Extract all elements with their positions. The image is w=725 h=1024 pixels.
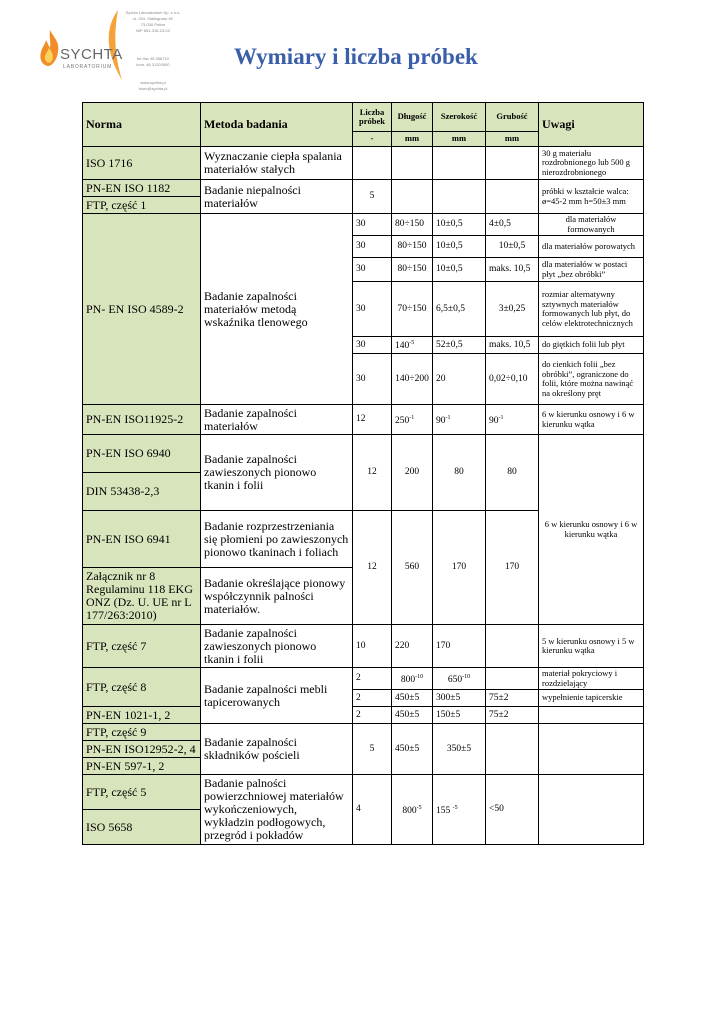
szerokosc-cell: $90^{-1}$ bbox=[433, 405, 486, 435]
grubosc-cell: maks. 10,5 bbox=[486, 258, 539, 282]
liczba-cell: 30 bbox=[353, 258, 392, 282]
szerokosc-cell: 10±0,5 bbox=[433, 258, 486, 282]
norma-cell: PN-EN ISO 6941 bbox=[83, 511, 201, 568]
grubosc-cell: $90^{-1}$ bbox=[486, 405, 539, 435]
dlugosc-cell: 80÷150 bbox=[392, 236, 433, 258]
header-dlugosc: Długość bbox=[392, 103, 433, 132]
uwagi-cell: 5 w kierunku osnowy i 5 w kierunku wątka bbox=[539, 625, 644, 668]
dlugosc-cell: 450±5 bbox=[392, 690, 433, 707]
grubosc-cell: 80 bbox=[486, 435, 539, 511]
header-row bbox=[83, 103, 644, 132]
norma-cell: DIN 53438-2,3 bbox=[83, 473, 201, 511]
table-row bbox=[83, 214, 644, 236]
liczba-cell: 2 bbox=[353, 668, 392, 690]
table-row bbox=[83, 180, 644, 197]
szerokosc-cell: $650^{-10}$ bbox=[433, 668, 486, 690]
szerokosc-cell: 350±5 bbox=[433, 724, 486, 775]
norma-cell: PN-EN ISO 6940 bbox=[83, 435, 201, 473]
table-row bbox=[83, 668, 644, 690]
header-uwagi: Uwagi bbox=[539, 103, 644, 147]
dlugosc-cell: 140÷200 bbox=[392, 354, 433, 405]
szerokosc-cell: 170 bbox=[433, 511, 486, 625]
szerokosc-cell: 10±0,5 bbox=[433, 236, 486, 258]
uwagi-cell bbox=[539, 707, 644, 724]
metoda-cell: Badanie palności powierzchniowej materiałów wykończeniowych, wykładzin podłogowych, przegród i pokładów bbox=[201, 775, 353, 845]
liczba-cell: 30 bbox=[353, 337, 392, 354]
unit-grubosc: mm bbox=[486, 132, 539, 147]
norma-cell: FTP, część 5 bbox=[83, 775, 201, 810]
grubosc-cell: 170 bbox=[486, 511, 539, 625]
web-block: www.sychta.pl biuro@sychta.pl bbox=[138, 80, 168, 91]
dlugosc-cell: 450±5 bbox=[392, 707, 433, 724]
grubosc-cell: 75±2 bbox=[486, 690, 539, 707]
metoda-cell: Badanie zapalności mebli tapicerowanych bbox=[201, 668, 353, 724]
metoda-cell: Wyznaczanie ciepła spalania materiałów stałych bbox=[201, 147, 353, 180]
dlugosc-cell: 80÷150 bbox=[392, 258, 433, 282]
header-metoda: Metoda badania bbox=[201, 103, 353, 147]
dlugosc-cell: $250^{-1}$ bbox=[392, 405, 433, 435]
dlugosc-cell: 80÷150 bbox=[392, 214, 433, 236]
grubosc-cell bbox=[486, 668, 539, 690]
metoda-cell: Badanie zapalności zawieszonych pionowo tkanin i folii bbox=[201, 625, 353, 668]
dlugosc-cell: $800^{-5}$ bbox=[392, 775, 433, 845]
liczba-cell: 30 bbox=[353, 282, 392, 337]
szerokosc-cell: 170 bbox=[433, 625, 486, 668]
uwagi-cell: do giętkich folii lub płyt bbox=[539, 337, 644, 354]
uwagi-cell: dla materiałów porowatych bbox=[539, 236, 644, 258]
liczba-cell: 12 bbox=[353, 435, 392, 511]
szerokosc-cell: 52±0,5 bbox=[433, 337, 486, 354]
norma-cell: PN- EN ISO 4589-2 bbox=[83, 214, 201, 405]
metoda-cell: Badanie zapalności składników pościeli bbox=[201, 724, 353, 775]
uwagi-cell: materiał pokryciowy i rozdzielający bbox=[539, 668, 644, 690]
header-norma: Norma bbox=[83, 103, 201, 147]
szerokosc-cell: 80 bbox=[433, 435, 486, 511]
szerokosc-cell: 6,5±0,5 bbox=[433, 282, 486, 337]
norma-cell: PN-EN 597-1, 2 bbox=[83, 758, 201, 775]
uwagi-cell: dla materiałów w postaci płyt „bez obróbki” bbox=[539, 258, 644, 282]
table-row bbox=[83, 724, 644, 741]
dlugosc-cell: $800^{-10}$ bbox=[392, 668, 433, 690]
norma-cell: ISO 1716 bbox=[83, 147, 201, 180]
grubosc-cell: maks. 10,5 bbox=[486, 337, 539, 354]
grubosc-cell: 75±2 bbox=[486, 707, 539, 724]
grubosc-cell: <50 bbox=[486, 775, 539, 845]
company-logo bbox=[30, 10, 200, 90]
metoda-cell: Badanie zapalności materiałów bbox=[201, 405, 353, 435]
norma-cell: PN-EN ISO11925-2 bbox=[83, 405, 201, 435]
dlugosc-cell: 70÷150 bbox=[392, 282, 433, 337]
unit-szerokosc: mm bbox=[433, 132, 486, 147]
liczba-cell: 2 bbox=[353, 690, 392, 707]
table-row bbox=[83, 147, 644, 180]
grubosc-cell: 4±0,5 bbox=[486, 214, 539, 236]
metoda-cell: Badanie rozprzestrzeniania się płomieni po zawieszonych pionowo tkaninach i foliach bbox=[201, 511, 353, 568]
szerokosc-cell: 150±5 bbox=[433, 707, 486, 724]
table-row bbox=[83, 775, 644, 810]
brand-subtitle: LABORATORIUM bbox=[63, 64, 113, 70]
dlugosc-cell: 450±5 bbox=[392, 724, 433, 775]
norma-cell: PN-EN 1021-1, 2 bbox=[83, 707, 201, 724]
header-szerokosc: Szerokość bbox=[433, 103, 486, 132]
table-row bbox=[83, 625, 644, 668]
grubosc-cell: 3±0,25 bbox=[486, 282, 539, 337]
szerokosc-cell: 300±5 bbox=[433, 690, 486, 707]
norma-cell: ISO 5658 bbox=[83, 810, 201, 845]
norma-cell: Załącznik nr 8 Regulaminu 118 EKG ONZ (Dz. U. UE nr L 177/263:2010) bbox=[83, 568, 201, 625]
liczba-cell: 5 bbox=[353, 180, 392, 214]
uwagi-cell: wypełnienie tapicerskie bbox=[539, 690, 644, 707]
uwagi-cell: 6 w kierunku osnowy i 6 w kierunku wątka bbox=[539, 405, 644, 435]
norma-cell: FTP, część 1 bbox=[83, 197, 201, 214]
grubosc-cell: 0,02÷0,10 bbox=[486, 354, 539, 405]
szerokosc-cell: 20 bbox=[433, 354, 486, 405]
uwagi-cell: rozmiar alternatywny sztywnych materiałów formowanych lub płyt, do celów elektrotechnicznych bbox=[539, 282, 644, 337]
metoda-cell: Badanie niepalności materiałów bbox=[201, 180, 353, 214]
uwagi-cell: próbki w kształcie walca: ø=45-2 mm h=50±3 mm bbox=[539, 180, 644, 214]
dlugosc-cell: 560 bbox=[392, 511, 433, 625]
metoda-cell: Badanie zapalności zawieszonych pionowo tkanin i folii bbox=[201, 435, 353, 511]
norma-cell: FTP, część 8 bbox=[83, 668, 201, 707]
szerokosc-cell: 10±0,5 bbox=[433, 214, 486, 236]
header-grubosc: Grubość bbox=[486, 103, 539, 132]
unit-dlugosc: mm bbox=[392, 132, 433, 147]
liczba-cell: 2 bbox=[353, 707, 392, 724]
dlugosc-cell: $140^{-5}$ bbox=[392, 337, 433, 354]
liczba-cell: 30 bbox=[353, 236, 392, 258]
norma-cell: PN-EN ISO 1182 bbox=[83, 180, 201, 197]
table-row bbox=[83, 707, 644, 724]
uwagi-cell: dla materiałów formowanych bbox=[539, 214, 644, 236]
table-row bbox=[83, 435, 644, 473]
brand-name: SYCHTA bbox=[60, 46, 123, 63]
norma-cell: PN-EN ISO12952-2, 4 bbox=[83, 741, 201, 758]
szerokosc-cell: 155 $^{-5}$ bbox=[433, 775, 486, 845]
uwagi-cell: 30 g materiału rozdrobnionego lub 500 g nierozdrobnionego bbox=[539, 147, 644, 180]
address-block: Sychta Laboratorium Sp. z o.o. ul. Obr. Stalingradu 69 73-030 Police NIP 851-315-23-02 bbox=[125, 10, 181, 33]
liczba-cell: 12 bbox=[353, 405, 392, 435]
unit-liczba: - bbox=[353, 132, 392, 147]
liczba-cell: 10 bbox=[353, 625, 392, 668]
norma-cell: FTP, część 9 bbox=[83, 724, 201, 741]
uwagi-cell: do cienkich folii „bez obróbki”, ograniczone do folii, które można nawinąć na określony pręt bbox=[539, 354, 644, 405]
header-liczba: Liczba próbek bbox=[353, 103, 392, 132]
dlugosc-cell: 200 bbox=[392, 435, 433, 511]
page-title: Wymiary i liczba próbek bbox=[234, 44, 478, 69]
samples-table bbox=[82, 102, 644, 845]
table-row bbox=[83, 405, 644, 435]
metoda-cell: Badanie określające pionowy współczynnik palności materiałów. bbox=[201, 568, 353, 625]
liczba-cell: 30 bbox=[353, 354, 392, 405]
grubosc-cell: 10±0,5 bbox=[486, 236, 539, 258]
norma-cell: FTP, część 7 bbox=[83, 625, 201, 668]
liczba-cell: 5 bbox=[353, 724, 392, 775]
liczba-cell: 12 bbox=[353, 511, 392, 625]
contact-block: tel./fax 48 358710 kom. 48 31203900 bbox=[136, 56, 170, 67]
liczba-cell: 4 bbox=[353, 775, 392, 845]
uwagi-cell: 6 w kierunku osnowy i 6 w kierunku wątka bbox=[539, 435, 644, 625]
dlugosc-cell: 220 bbox=[392, 625, 433, 668]
metoda-cell: Badanie zapalności materiałów metodą wskaźnika tlenowego bbox=[201, 214, 353, 405]
liczba-cell: 30 bbox=[353, 214, 392, 236]
